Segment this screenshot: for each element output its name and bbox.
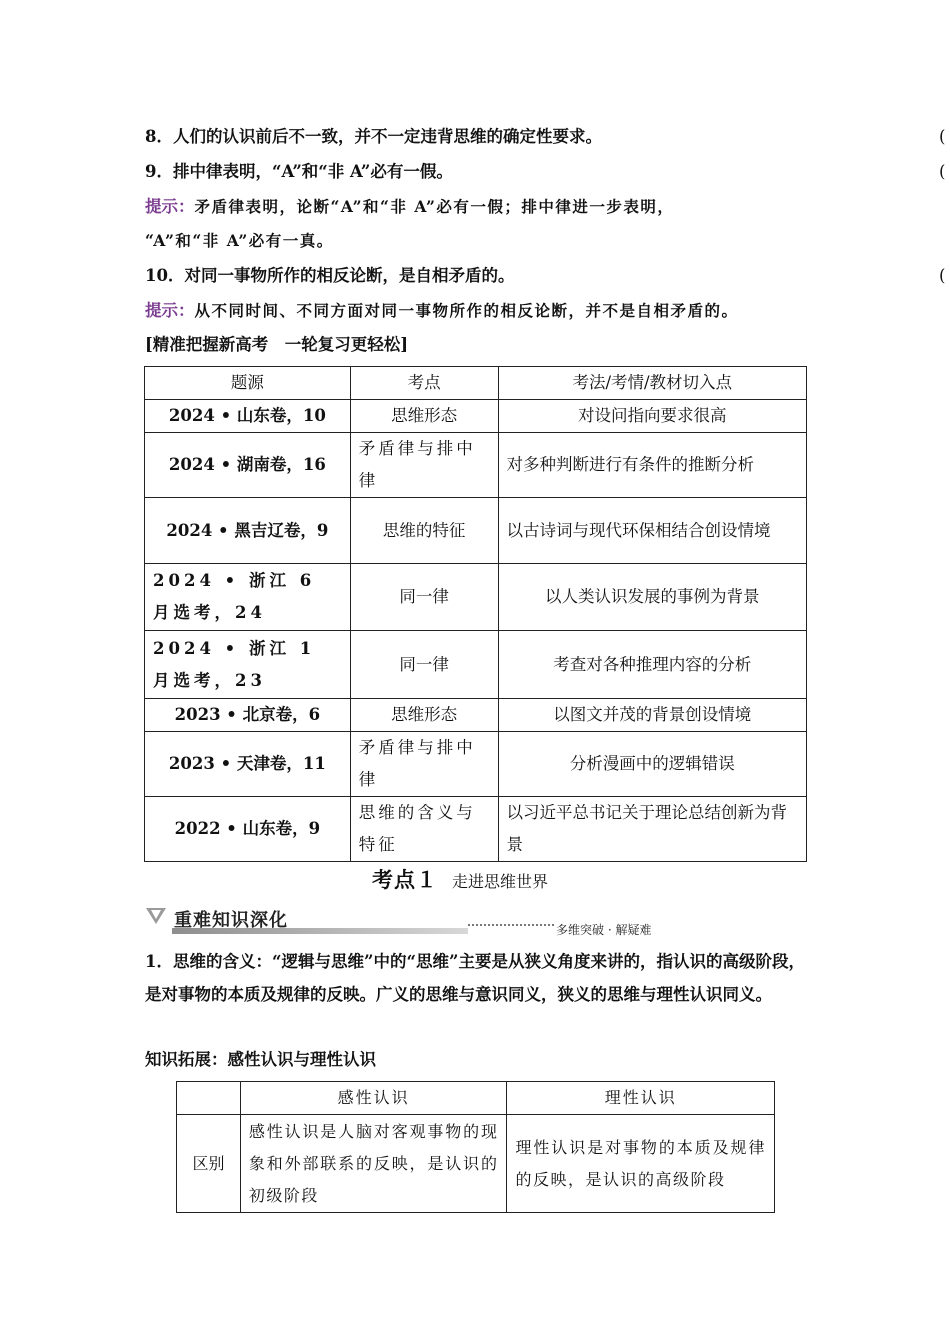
row-source: 2024 • 浙江 1 月选考，23 xyxy=(145,631,351,699)
table-header-row xyxy=(145,367,807,400)
row-approach: 对多种判断进行有条件的推断分析 xyxy=(498,433,806,498)
hint-9-text: 矛盾律表明，论断“A”和“非 A”必有一假；排中律进一步表明， xyxy=(194,197,675,216)
row-source: 2022 • 山东卷，9 xyxy=(145,797,351,862)
section-title: [精准把握新高考 一轮复习更轻松] xyxy=(145,335,409,354)
paragraph-thinking-meaning: 1．思维的含义：“逻辑与思维”中的“思维”主要是从狭义角度来讲的，指认识的高级阶段，是对事物的本质及规律的反映。广义的思维与意识同义，狭义的思维与理性认识同义。 xyxy=(145,952,805,1004)
row-approach: 以图文并茂的背景创设情境 xyxy=(498,699,806,732)
answer-paren-10: ( xyxy=(939,266,946,285)
row-source: 2024 • 湖南卷，16 xyxy=(145,433,351,498)
perceptual-description: 感性认识是人脑对客观事物的现象和外部联系的反映，是认识的初级阶段 xyxy=(240,1115,507,1213)
table-row xyxy=(145,699,807,732)
kaodian-title: 走进思维世界 xyxy=(452,872,549,891)
row-approach: 分析漫画中的逻辑错误 xyxy=(498,732,806,797)
table-row xyxy=(145,732,807,797)
table-row xyxy=(145,400,807,433)
compare-header-row xyxy=(177,1082,775,1115)
table-row xyxy=(145,564,807,631)
table-row xyxy=(145,797,807,862)
row-source: 2024 • 山东卷，10 xyxy=(145,400,351,433)
row-point: 同一律 xyxy=(350,564,498,631)
banner-dots xyxy=(468,924,554,926)
answer-paren-9: ( xyxy=(939,162,946,181)
rational-description: 理性认识是对事物的本质及规律的反映，是认识的高级阶段 xyxy=(507,1115,775,1213)
header-point: 考点 xyxy=(350,367,498,400)
row-source: 2024 • 黑吉辽卷，9 xyxy=(145,498,351,564)
row-point: 矛盾律与排中律 xyxy=(350,433,498,498)
row-approach: 以人类认识发展的事例为背景 xyxy=(498,564,806,631)
row-approach: 对设问指向要求很高 xyxy=(498,400,806,433)
hint-10 xyxy=(145,301,739,321)
row-source: 2023 • 天津卷，11 xyxy=(145,732,351,797)
banner-title: 重难知识深化 xyxy=(174,910,288,931)
exam-table xyxy=(144,366,807,862)
hint-9-line2: “A”和“非 A”必有一真。 xyxy=(145,231,334,250)
row-point: 思维的含义与特征 xyxy=(350,797,498,862)
hint-9-line1 xyxy=(145,197,674,217)
compare-row xyxy=(177,1115,775,1213)
compare-table xyxy=(176,1081,775,1213)
hint-label: 提示： xyxy=(145,197,195,216)
compare-header-rational: 理性认识 xyxy=(507,1082,775,1115)
hint-10-text: 从不同时间、不同方面对同一事物所作的相反论断，并不是自相矛盾的。 xyxy=(194,301,739,320)
table-row xyxy=(145,498,807,564)
kaodian-number: 考点１ xyxy=(372,868,438,892)
question-10: 10．对同一事物所作的相反论断，是自相矛盾的。 xyxy=(145,266,515,285)
table-row xyxy=(145,433,807,498)
header-source: 题源 xyxy=(145,367,351,400)
banner-subtitle: 多维突破 · 解疑难 xyxy=(556,923,652,937)
row-point: 同一律 xyxy=(350,631,498,699)
question-8: 8．人们的认识前后不一致，并不一定违背思维的确定性要求。 xyxy=(145,127,602,146)
question-9: 9．排中律表明，“A”和“非 A”必有一假。 xyxy=(145,162,453,181)
compare-header-empty xyxy=(177,1082,241,1115)
row-point: 矛盾律与排中律 xyxy=(350,732,498,797)
answer-paren-8: ( xyxy=(939,127,946,146)
knowledge-extension-title: 知识拓展：感性认识与理性认识 xyxy=(145,1050,376,1069)
table-row xyxy=(145,631,807,699)
kaodian-heading xyxy=(372,864,548,894)
hint-label: 提示： xyxy=(145,301,195,320)
row-point: 思维形态 xyxy=(350,400,498,433)
row-approach: 以古诗词与现代环保相结合创设情境 xyxy=(498,498,806,564)
row-source: 2024 • 浙江 6 月选考，24 xyxy=(145,564,351,631)
row-source: 2023 • 北京卷，6 xyxy=(145,699,351,732)
row-approach: 考查对各种推理内容的分析 xyxy=(498,631,806,699)
compare-row-label: 区别 xyxy=(177,1115,241,1213)
section-banner xyxy=(146,904,652,938)
row-point: 思维的特征 xyxy=(350,498,498,564)
row-point: 思维形态 xyxy=(350,699,498,732)
row-approach: 以习近平总书记关于理论总结创新为背景 xyxy=(498,797,806,862)
compare-header-perceptual: 感性认识 xyxy=(240,1082,507,1115)
header-approach: 考法/考情/教材切入点 xyxy=(498,367,806,400)
